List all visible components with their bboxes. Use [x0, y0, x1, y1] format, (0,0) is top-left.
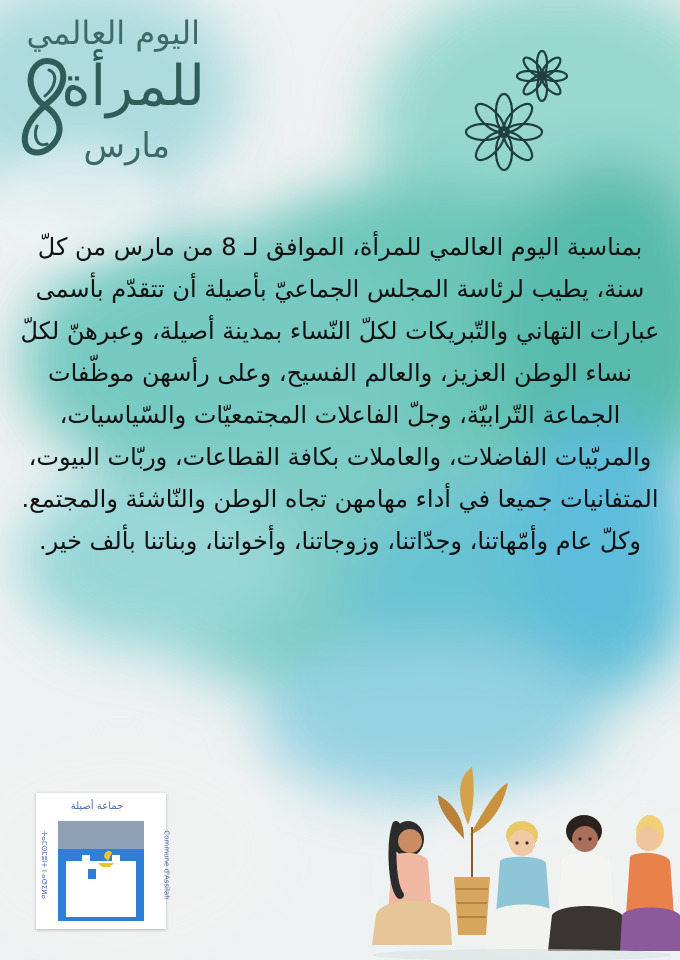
flower-outline-icon	[462, 44, 572, 174]
title-block	[15, 8, 215, 168]
message-paragraph-2: وكلّ عام وأمّهاتنا، وجدّاتنا، وزوجاتنا، وأخواتنا، وبناتنا بألف خير.	[38, 527, 642, 555]
women-group-illustration	[372, 765, 680, 960]
message-paragraph-1: بمناسبة اليوم العالمي للمرأة، الموافق لـ 8 من مارس من كلّ سنة، يطيب لرئاسة المجلس الجماعيّ بأصيلة أن تتقدّم بأسمى عبارات التهاني والتّبريكات لكلّ النّساء بمدينة أصيلة، وعبرهنّ لكلّ نساء الوطن العزيز، والعالم الفسيح، وعلى رأسهن موظّفات الجماعة التّرابيّة، وجلّ الفاعلات المجتمعيّات والسّياسيات، والمربّيات الفاضلات، والعاملات بكافة القطاعات، وربّات البيوت، المتفانيات جميعا في أداء مهامهن تجاه الوطن والنّاشئة والمجتمع.	[20, 233, 660, 513]
logo-side-text-latin: Commune d'Assilah	[162, 830, 171, 900]
title-line3: مارس	[83, 126, 170, 166]
title-line1: اليوم العالمي	[26, 14, 200, 52]
municipality-logo	[36, 793, 171, 929]
greeting-message	[20, 226, 660, 562]
logo-top-text: جماعة أصيلة	[70, 801, 124, 812]
logo-side-text-tifinagh: ⵜⴰⵎⵙⵎⵓⵏⵜ ⵏ ⴰⵚⵉⵍⴰ	[40, 830, 49, 900]
number-8-scribble-icon	[15, 56, 75, 160]
logo-emblem-icon	[58, 821, 144, 921]
title-line2: للمرأة	[61, 54, 205, 119]
